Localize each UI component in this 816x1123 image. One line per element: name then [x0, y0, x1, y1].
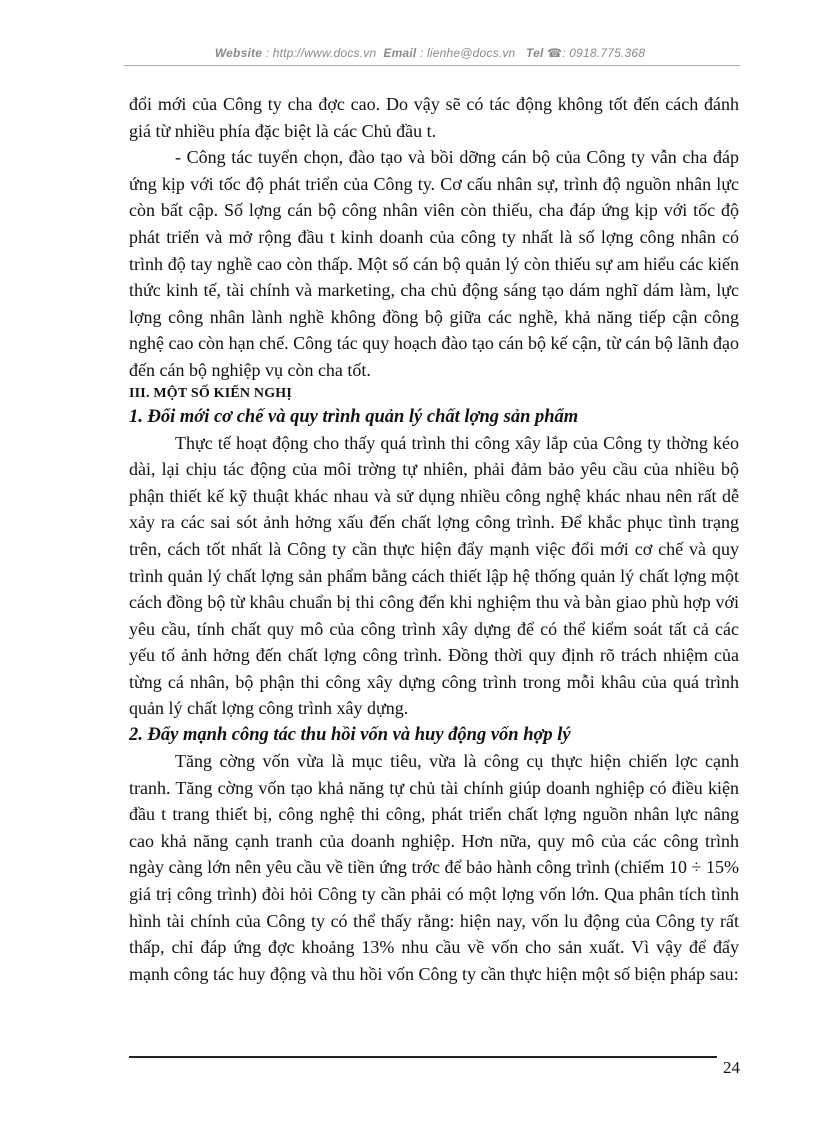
- tel-value: : 0918.775.368: [562, 46, 646, 60]
- subsection-1-heading: 1. Đổi mới cơ chế và quy trình quản lý chất lợng sản phẩm: [129, 406, 579, 427]
- website-value: : http://www.docs.vn: [265, 46, 377, 60]
- section-heading: III. MỘT SỐ KIẾN NGHỊ: [129, 385, 293, 401]
- page-header: [120, 46, 740, 60]
- phone-icon: ☎: [547, 46, 563, 60]
- paragraph-2: - Công tác tuyển chọn, đào tạo và bồi dỡng cán bộ của Công ty vẫn cha đáp ứng kịp với tốc độ phát triển của Công ty. Cơ cấu nhân sự, trình độ nguồn nhân lực còn bất cập. Số lợng cán bộ công nhân viên còn thiếu, cha đáp ứng kịp với tốc độ phát triển và mở rộng đầu t kinh doanh của công ty nhất là số lợng công nhân có trình độ tay nghề cao còn thấp. Một số cán bộ quản lý còn thiếu sự am hiểu các kiến thức kinh tế, tài chính và marketing, cha chủ động sáng tạo dám nghĩ dám làm, lực lợng công nhân lành nghề không đồng bộ giữa các nghề, khả năng tiếp cận công nghệ cao còn hạn chế. Công tác quy hoạch đào tạo cán bộ kế cận, từ cán bộ lãnh đạo đến cán bộ nghiệp vụ còn cha tốt.: [129, 147, 739, 380]
- footer-divider: [129, 1056, 717, 1058]
- email-value: : lienhe@docs.vn: [419, 46, 516, 60]
- paragraph-4: Tăng cờng vốn vừa là mục tiêu, vừa là công cụ thực hiện chiến lợc cạnh tranh. Tăng cờng vốn tạo khả năng tự chủ tài chính giúp doanh nghiệp có điều kiện đầu t trang thiết bị, công nghệ thi công, phát triển chất lợng nguồn nhân lực nâng cao khả năng cạnh tranh của doanh nghiệp. Hơn nữa, quy mô của các công trình ngày càng lớn nên yêu cầu về tiền ứng trớc để bảo hành công trình (chiếm 10 ÷ 15% giá trị công trình) đòi hỏi Công ty cần phải có một lợng vốn lớn. Qua phân tích tình hình tài chính của Công ty có thể thấy rằng: hiện nay, vốn lu động của Công ty rất thấp, chỉ đáp ứng đợc khoảng 13% nhu cầu về vốn cho sản xuất. Vì vậy để đẩy mạnh công tác huy động và thu hồi vốn Công ty cần thực hiện một số biện pháp sau:: [129, 751, 739, 984]
- paragraph-1: đổi mới của Công ty cha đợc cao. Do vậy sẽ có tác động không tốt đến cách đánh giá từ nhiều phía đặc biệt là các Chủ đầu t.: [129, 94, 739, 141]
- tel-label: Tel: [526, 46, 544, 60]
- website-label: Website: [214, 46, 263, 60]
- page-body: [129, 91, 739, 987]
- page-number: 24: [723, 1058, 740, 1077]
- email-label: Email: [383, 46, 417, 60]
- header-divider: [124, 65, 740, 66]
- paragraph-3: Thực tế hoạt động cho thấy quá trình thi công xây lắp của Công ty thờng kéo dài, lại chịu tác động của môi trờng tự nhiên, phải đảm bảo yêu cầu của nhiều bộ phận thiết kế kỹ thuật khác nhau và sử dụng nhiều công nghệ khác nhau nên rất dễ xảy ra các sai sót ảnh hởng xấu đến chất lợng công trình. Để khắc phục tình trạng trên, cách tốt nhất là Công ty cần thực hiện đẩy mạnh việc đổi mới cơ chế và quy trình quản lý chất lợng sản phẩm bằng cách thiết lập hệ thống quản lý chất lợng một cách đồng bộ từ khâu chuẩn bị thi công đến khi nghiệm thu và bàn giao phù hợp với yêu cầu, tính chất quy mô của công trình xây dựng để có thể kiểm soát tất cả các yếu tố ảnh hởng đến chất lợng công trình. Đồng thời quy định rõ trách nhiệm của từng cá nhân, bộ phận thi công xây dựng công trình trong mỗi khâu của quá trình quản lý chất lợng công trình xây dựng.: [129, 432, 739, 719]
- subsection-2-heading: 2. Đẩy mạnh công tác thu hồi vốn và huy động vốn hợp lý: [129, 725, 571, 746]
